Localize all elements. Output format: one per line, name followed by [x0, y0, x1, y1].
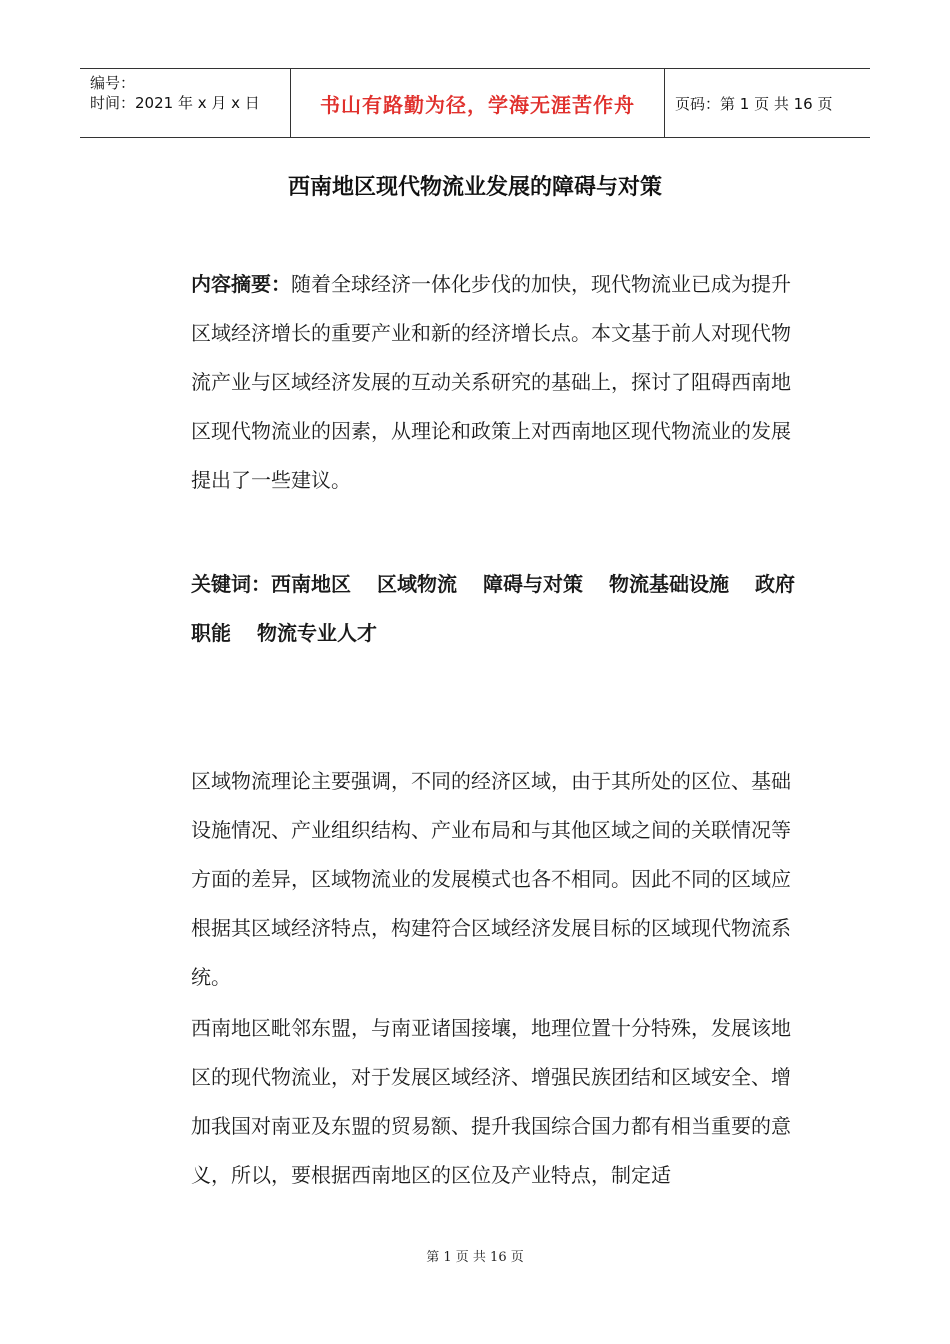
document-title: 西南地区现代物流业发展的障碍与对策: [287, 175, 662, 200]
keyword: 政府职能: [191, 572, 795, 645]
body-paragraph-2: [145, 1004, 805, 1200]
keyword: 物流专业人才: [257, 621, 377, 645]
body-paragraph-1: [145, 757, 805, 1002]
keyword: 物流基础设施: [609, 572, 729, 596]
header-table: [80, 68, 870, 138]
paragraph-text: 区域物流理论主要强调，不同的经济区域，由于其所处的区位、基础设施情况、产业组织结构、产业布局和与其他区域之间的关联情况等方面的差异，区域物流业的发展模式也各不相同。因此不同的区域应根据其区域经济特点，构建符合区域经济发展目标的区域现代物流系统。: [191, 769, 791, 989]
keyword: 西南地区: [271, 572, 351, 596]
abstract: [145, 260, 805, 505]
keyword: 区域物流: [377, 572, 457, 596]
time-label: 时间：2021 年 x 月 x 日: [90, 94, 260, 112]
page-footer: 第 1 页 共 16 页: [426, 1250, 524, 1265]
abstract-text: 随着全球经济一体化步伐的加快，现代物流业已成为提升区域经济增长的重要产业和新的经济增长点。本文基于前人对现代物流产业与区域经济发展的互动关系研究的基础上，探讨了阻碍西南地区现代物流业的因素，从理论和政策上对西南地区现代物流业的发展提出了一些建议。: [191, 272, 791, 492]
page-info: 页码：第 1 页 共 16 页: [675, 94, 833, 113]
motto: 书山有路勤为径，学海无涯苦作舟: [290, 69, 665, 137]
keyword: 障碍与对策: [483, 572, 583, 596]
keywords-label: 关键词：: [191, 572, 271, 596]
abstract-label: 内容摘要：: [191, 272, 291, 296]
header-meta: [80, 69, 290, 137]
number-label: 编号：: [90, 74, 136, 92]
paragraph-text: 西南地区毗邻东盟，与南亚诸国接壤，地理位置十分特殊，发展该地区的现代物流业，对于发展区域经济、增强民族团结和区域安全、增加我国对南亚及东盟的贸易额、提升我国综合国力都有相当重要的意义，所以，要根据西南地区的区位及产业特点，制定适: [191, 1016, 791, 1187]
keywords: [145, 560, 805, 658]
